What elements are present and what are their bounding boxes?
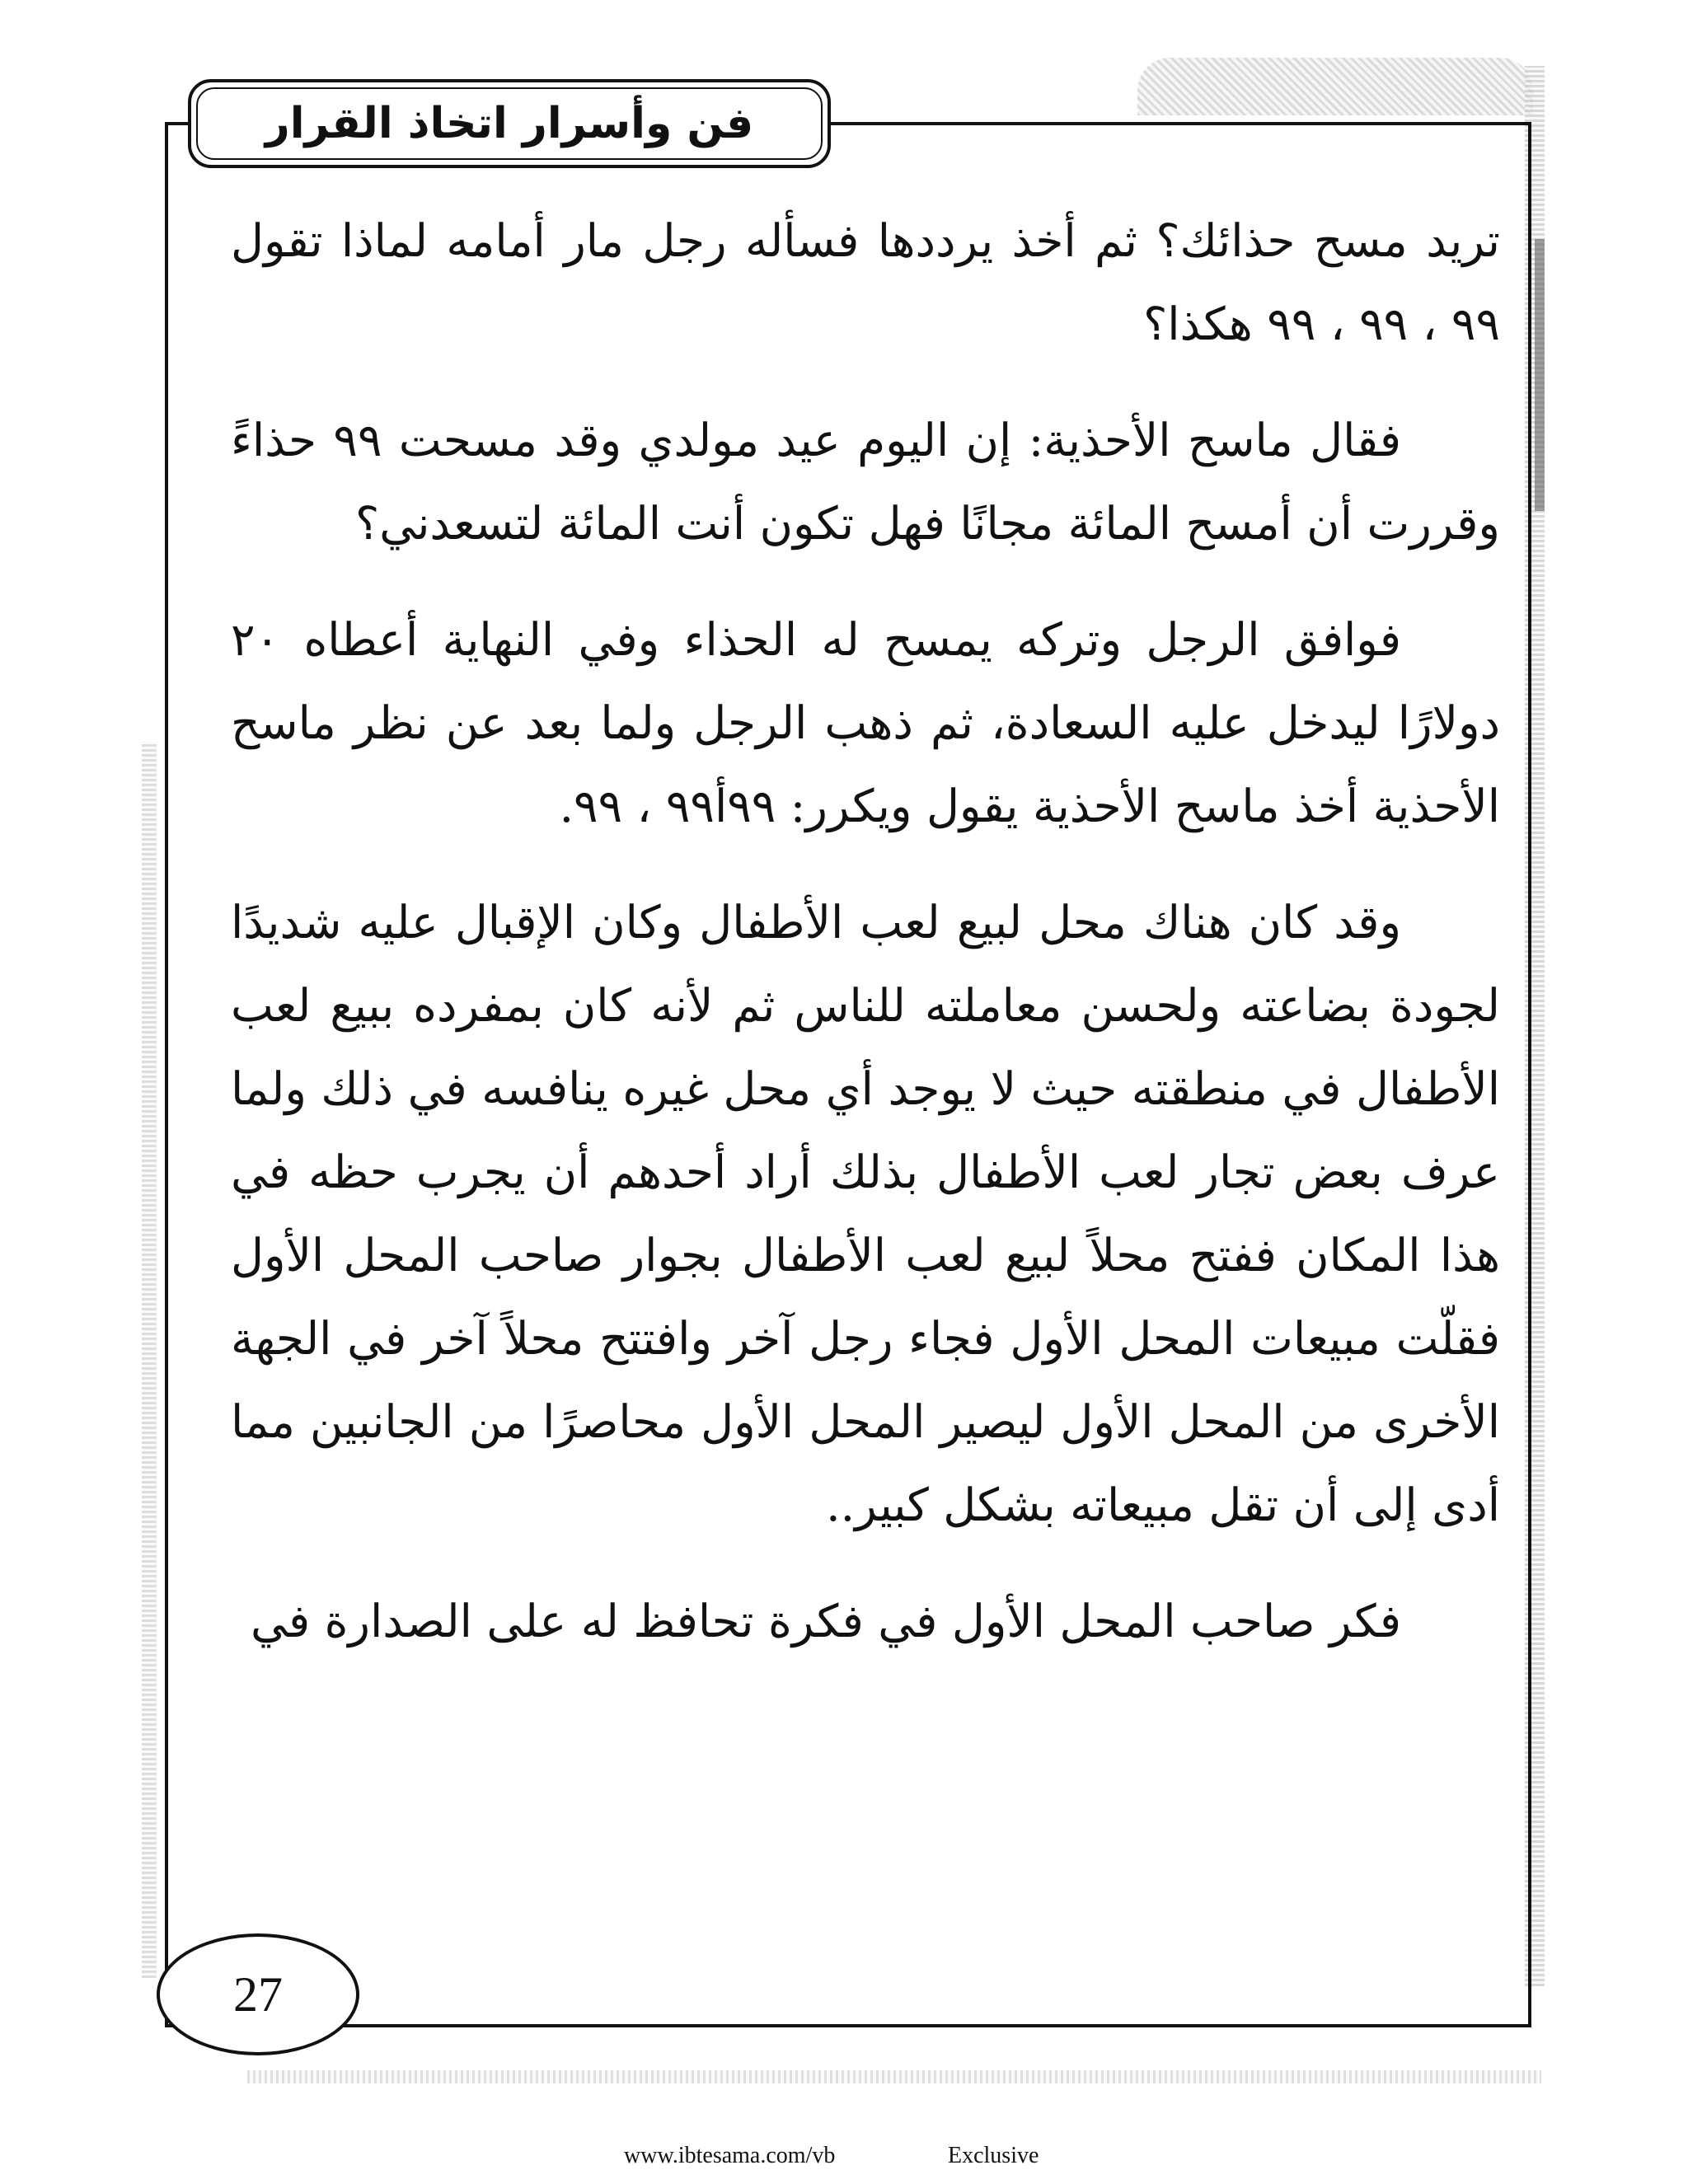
scan-texture-top bbox=[1137, 58, 1533, 115]
page-frame-top-right bbox=[829, 122, 1531, 125]
footer-tag: Exclusive bbox=[948, 2143, 1039, 2168]
book-title: فن وأسرار اتخاذ القرار bbox=[265, 99, 754, 148]
paragraph-1: تريد مسح حذائك؟ ثم أخذ يرددها فسأله رجل مار أمامه لماذا تقول ٩٩ ، ٩٩ ، ٩٩ هكذا؟ bbox=[231, 214, 1500, 350]
paragraph-4: وقد كان هناك محل لبيع لعب الأطفال وكان الإقبال عليه شديدًا لجودة بضاعته ولحسن معاملته للناس ثم لأنه كان بمفرده ببيع لعب الأطفال في منطقته حيث لا يوجد أي محل غيره ينافسه في ذلك ولما عرف بعض تجار لعب الأطفال بذلك أراد أحدهم أن يجرب حظه في هذا المكان ففتح محلاً لبيع لعب الأطفال بجوار صاحب المحل الأول فقلّت مبيعات المحل الأول فجاء رجل آخر وافتتح محلاً آخر في الجهة الأخرى من المحل الأول ليصير المحل الأول محاصرًا من الجانبين مما أدى إلى أن تقل مبيعاته بشكل كبير.. bbox=[231, 896, 1500, 1531]
paragraph-3: فوافق الرجل وتركه يمسح له الحذاء وفي النهاية أعطاه ٢٠ دولارًا ليدخل عليه السعادة، ثم ذهب الرجل ولما بعد عن نظر ماسح الأحذية أخذ ماسح الأحذية يقول ويكرر: ٩٩أ٩٩ ، ٩٩. bbox=[231, 613, 1500, 832]
page-number: 27 bbox=[157, 1933, 359, 2055]
scan-texture-left bbox=[142, 742, 157, 1978]
scan-texture-bottom bbox=[247, 2070, 1541, 2083]
footer-url[interactable]: www.ibtesama.com/vb bbox=[624, 2143, 836, 2168]
footer bbox=[0, 2143, 1688, 2176]
scan-texture-right-dark bbox=[1535, 239, 1545, 511]
page-body bbox=[231, 199, 1500, 1663]
paragraph-2: فقال ماسح الأحذية: إن اليوم عيد مولدي وقد مسحت ٩٩ حذاءً وقررت أن أمسح المائة مجانًا فهل تكون أنت المائة لتسعدني؟ bbox=[231, 414, 1500, 550]
paragraph-5: فكر صاحب المحل الأول في فكرة تحافظ له على الصدارة في bbox=[250, 1595, 1401, 1647]
